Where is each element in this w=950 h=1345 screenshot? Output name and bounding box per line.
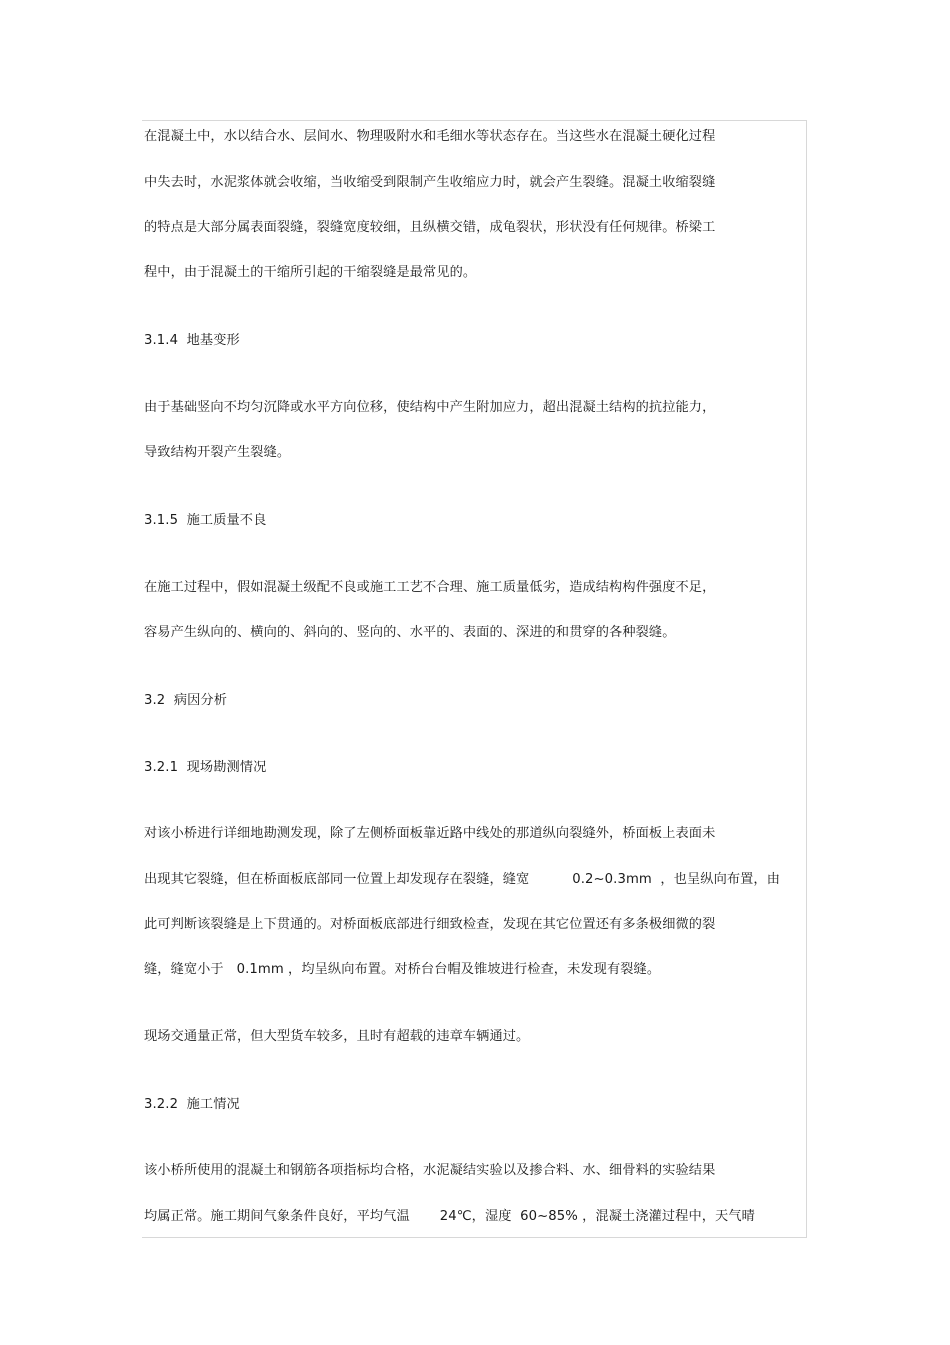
section-heading: 3.2 病因分析 bbox=[144, 693, 228, 708]
paragraph-line: 均属正常。施工期间气象条件良好，平均气温 24℃，湿度 60~85% ，混凝土浇灌过程中，天气晴 bbox=[144, 1209, 755, 1224]
paragraph-line: 中失去时，水泥浆体就会收缩，当收缩受到限制产生收缩应力时，就会产生裂缝。混凝土收缩裂缝 bbox=[144, 175, 716, 190]
paragraph-line: 的特点是大部分属表面裂缝，裂缝宽度较细，且纵横交错，成龟裂状，形状没有任何规律。桥梁工 bbox=[144, 220, 716, 235]
paragraph-line: 由于基础竖向不均匀沉降或水平方向位移，使结构中产生附加应力，超出混凝土结构的抗拉能力， bbox=[144, 400, 716, 415]
paragraph-line: 对该小桥进行详细地勘测发现，除了左侧桥面板靠近路中线处的那道纵向裂缝外，桥面板上表面未 bbox=[144, 826, 716, 841]
paragraph-line: 出现其它裂缝，但在桥面板底部同一位置上却发现存在裂缝，缝宽 0.2~0.3mm ，也呈纵向布置，由 bbox=[144, 872, 781, 887]
paragraph-line: 程中，由于混凝土的干缩所引起的干缩裂缝是最常见的。 bbox=[144, 265, 477, 280]
paragraph-line: 缝，缝宽小于 0.1mm ，均呈纵向布置。对桥台台帽及锥坡进行检查，未发现有裂缝。 bbox=[144, 962, 661, 977]
paragraph-line: 在施工过程中，假如混凝土级配不良或施工工艺不合理、施工质量低劣，造成结构构件强度不足， bbox=[144, 580, 716, 595]
paragraph-line: 现场交通量正常，但大型货车较多，且时有超载的违章车辆通过。 bbox=[144, 1029, 530, 1044]
paragraph-line: 容易产生纵向的、横向的、斜向的、竖向的、水平的、表面的、深进的和贯穿的各种裂缝。 bbox=[144, 625, 676, 640]
paragraph-line: 该小桥所使用的混凝土和钢筋各项指标均合格，水泥凝结实验以及掺合料、水、细骨料的实验结果 bbox=[144, 1163, 716, 1178]
section-heading: 3.1.4 地基变形 bbox=[144, 333, 240, 348]
paragraph-line: 在混凝土中，水以结合水、层间水、物理吸附水和毛细水等状态存在。当这些水在混凝土硬化过程 bbox=[144, 129, 716, 144]
section-heading: 3.2.2 施工情况 bbox=[144, 1097, 240, 1112]
section-heading: 3.2.1 现场勘测情况 bbox=[144, 760, 267, 775]
paragraph-line: 导致结构开裂产生裂缝。 bbox=[144, 445, 291, 460]
section-heading: 3.1.5 施工质量不良 bbox=[144, 513, 267, 528]
page-frame bbox=[142, 120, 807, 1238]
paragraph-line: 此可判断该裂缝是上下贯通的。对桥面板底部进行细致检查，发现在其它位置还有多条极细微的裂 bbox=[144, 917, 716, 932]
